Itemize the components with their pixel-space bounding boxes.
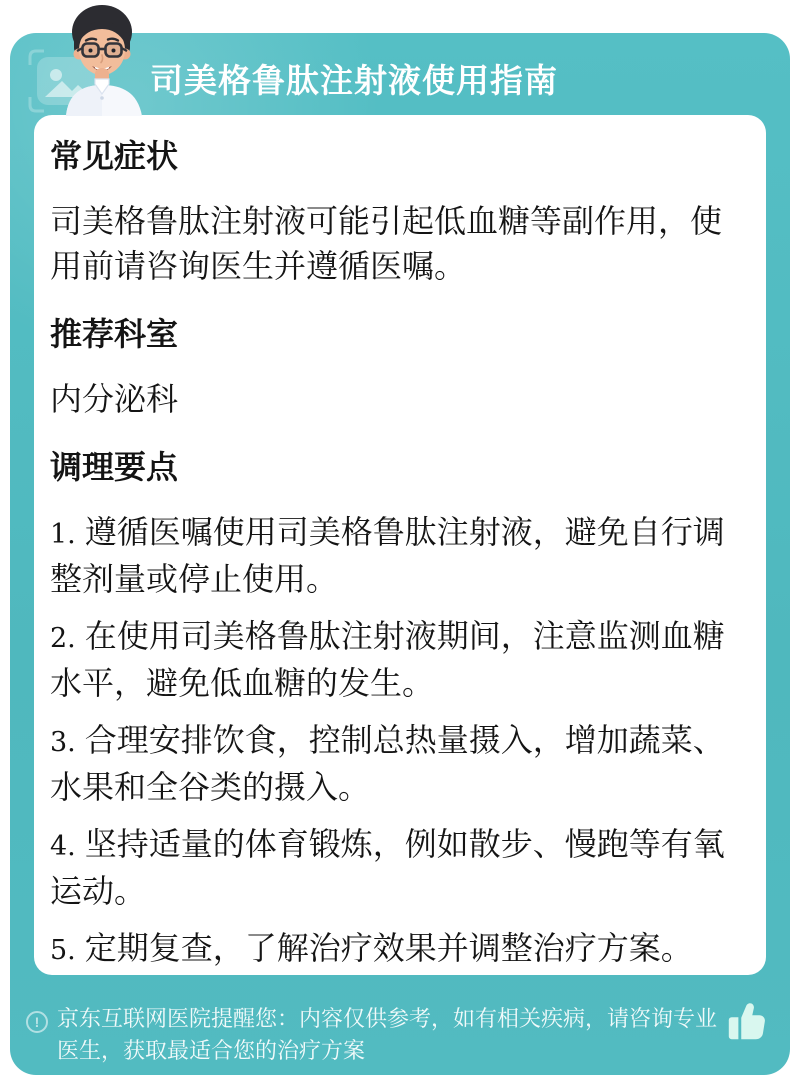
list-item-text: 坚持适量的体育锻炼，例如散步、慢跑等有氧运动。	[50, 826, 725, 909]
content-card	[34, 115, 766, 975]
list-item-number: 2.	[50, 623, 76, 654]
info-circle-icon: !	[26, 1011, 48, 1033]
section-body-symptoms: 司美格鲁肽注射液可能引起低血糖等副作用，使用前请咨询医生并遵循医嘱。	[50, 203, 723, 284]
list-item-text: 合理安排饮食，控制总热量摄入，增加蔬菜、水果和全谷类的摄入。	[50, 722, 725, 805]
list-item-text: 遵循医嘱使用司美格鲁肽注射液，避免自行调整剂量或停止使用。	[50, 514, 725, 597]
message-card-frame	[10, 33, 790, 1075]
list-item	[50, 926, 746, 973]
thumbs-up-icon	[724, 1033, 770, 1048]
disclaimer-text: 京东互联网医院提醒您：内容仅供参考，如有相关疾病，请咨询专业医生，获取最适合您的治疗方案	[57, 1006, 718, 1063]
section-body-department: 内分泌科	[50, 381, 179, 417]
list-item	[50, 510, 746, 602]
page-title: 司美格鲁肽注射液使用指南	[150, 62, 558, 99]
tips-list	[50, 510, 746, 973]
list-item-number: 4.	[50, 831, 76, 862]
footer-disclaimer-bar	[26, 1001, 778, 1067]
list-item-number: 3.	[50, 727, 76, 758]
list-item	[50, 614, 746, 706]
list-item	[50, 822, 746, 914]
doctor-avatar	[50, 2, 152, 116]
list-item-number: 5.	[50, 935, 76, 966]
list-item-number: 1.	[50, 519, 76, 550]
section-heading-symptoms: 常见症状	[50, 138, 179, 174]
section-heading-department: 推荐科室	[50, 316, 179, 352]
section-heading-tips: 调理要点	[50, 449, 179, 485]
list-item	[50, 718, 746, 810]
thumbs-up-button[interactable]	[724, 999, 770, 1045]
list-item-text: 在使用司美格鲁肽注射液期间，注意监测血糖水平，避免低血糖的发生。	[50, 618, 725, 701]
list-item-text: 定期复查，了解治疗效果并调整治疗方案。	[84, 930, 693, 966]
